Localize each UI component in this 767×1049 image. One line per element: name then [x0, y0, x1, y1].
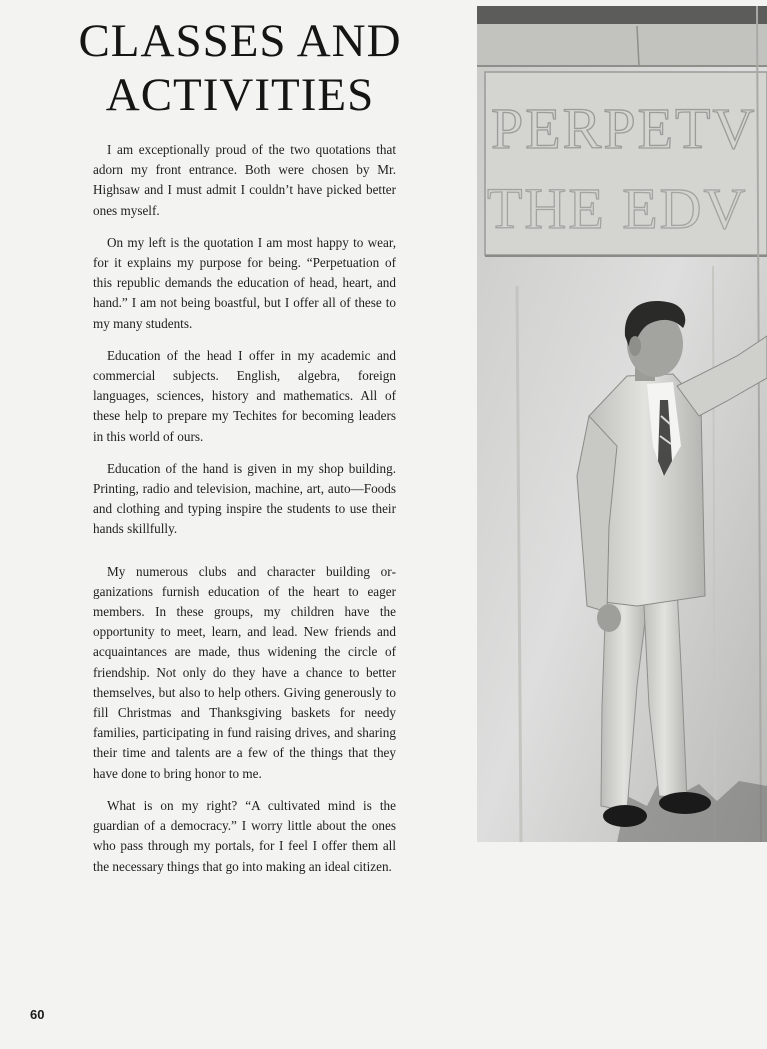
paragraph-right-quotation: What is on my right? “A cultivated mind is the guardian of a democracy.” I worry little about the ones who pass through my portals, for I feel I offer them all the necessary things that go into making an ideal citizen.: [93, 797, 396, 874]
paragraph-quotations: I am exceptionally proud of the two quotations that adorn my front entrance. Both were chosen by Mr. Highsaw and I must admit I couldn’t have picked better ones myself.: [93, 142, 396, 218]
inscription-line-1: PERPETV: [491, 96, 757, 161]
article-body: [93, 140, 396, 889]
paragraph-education-heart: My numerous clubs and character building organizations furnish education of the heart to eager members. In these groups, my children have the opportunity to meet, learn, and lead. New friends and acquaintances are made, thus widening the circle of friendship. Not only do they have a chance to better themselves, but also to help others. Giving generously to fill Christmas and Thanksgiving baskets for needy families, participating in fund raising drives, and sharing their time and talents are a few of the things that they have done to bring honor to me.: [93, 563, 396, 781]
paragraph-education-head: Education of the head I offer in my academic and commercial subjects. English, algebra, foreign languages, sciences, history and mathematics. All of these help to prepare my Techites for becoming leaders in this world of ours.: [93, 347, 396, 444]
student-at-entrance-photo: [477, 6, 767, 842]
inscription-line-2: THE EDV: [487, 176, 748, 241]
paragraph-education-hand: Education of the hand is given in my shop building. Printing, radio and television, machine, art, auto—Foods and clothing and typing inspire the students to use their hands skillfully.: [93, 460, 396, 537]
paragraph-left-quotation: On my left is the quotation I am most happy to wear, for it explains my purpose for being. “Perpetuation of this republic demands the education of head, heart, and hand.” I am not being boastful, but I offer all of these to my many students.: [93, 234, 396, 331]
title-line-1: CLASSES AND: [78, 15, 402, 67]
page-number: 60: [30, 1007, 45, 1022]
page-title: [40, 14, 440, 122]
title-line-2: ACTIVITIES: [105, 69, 375, 121]
